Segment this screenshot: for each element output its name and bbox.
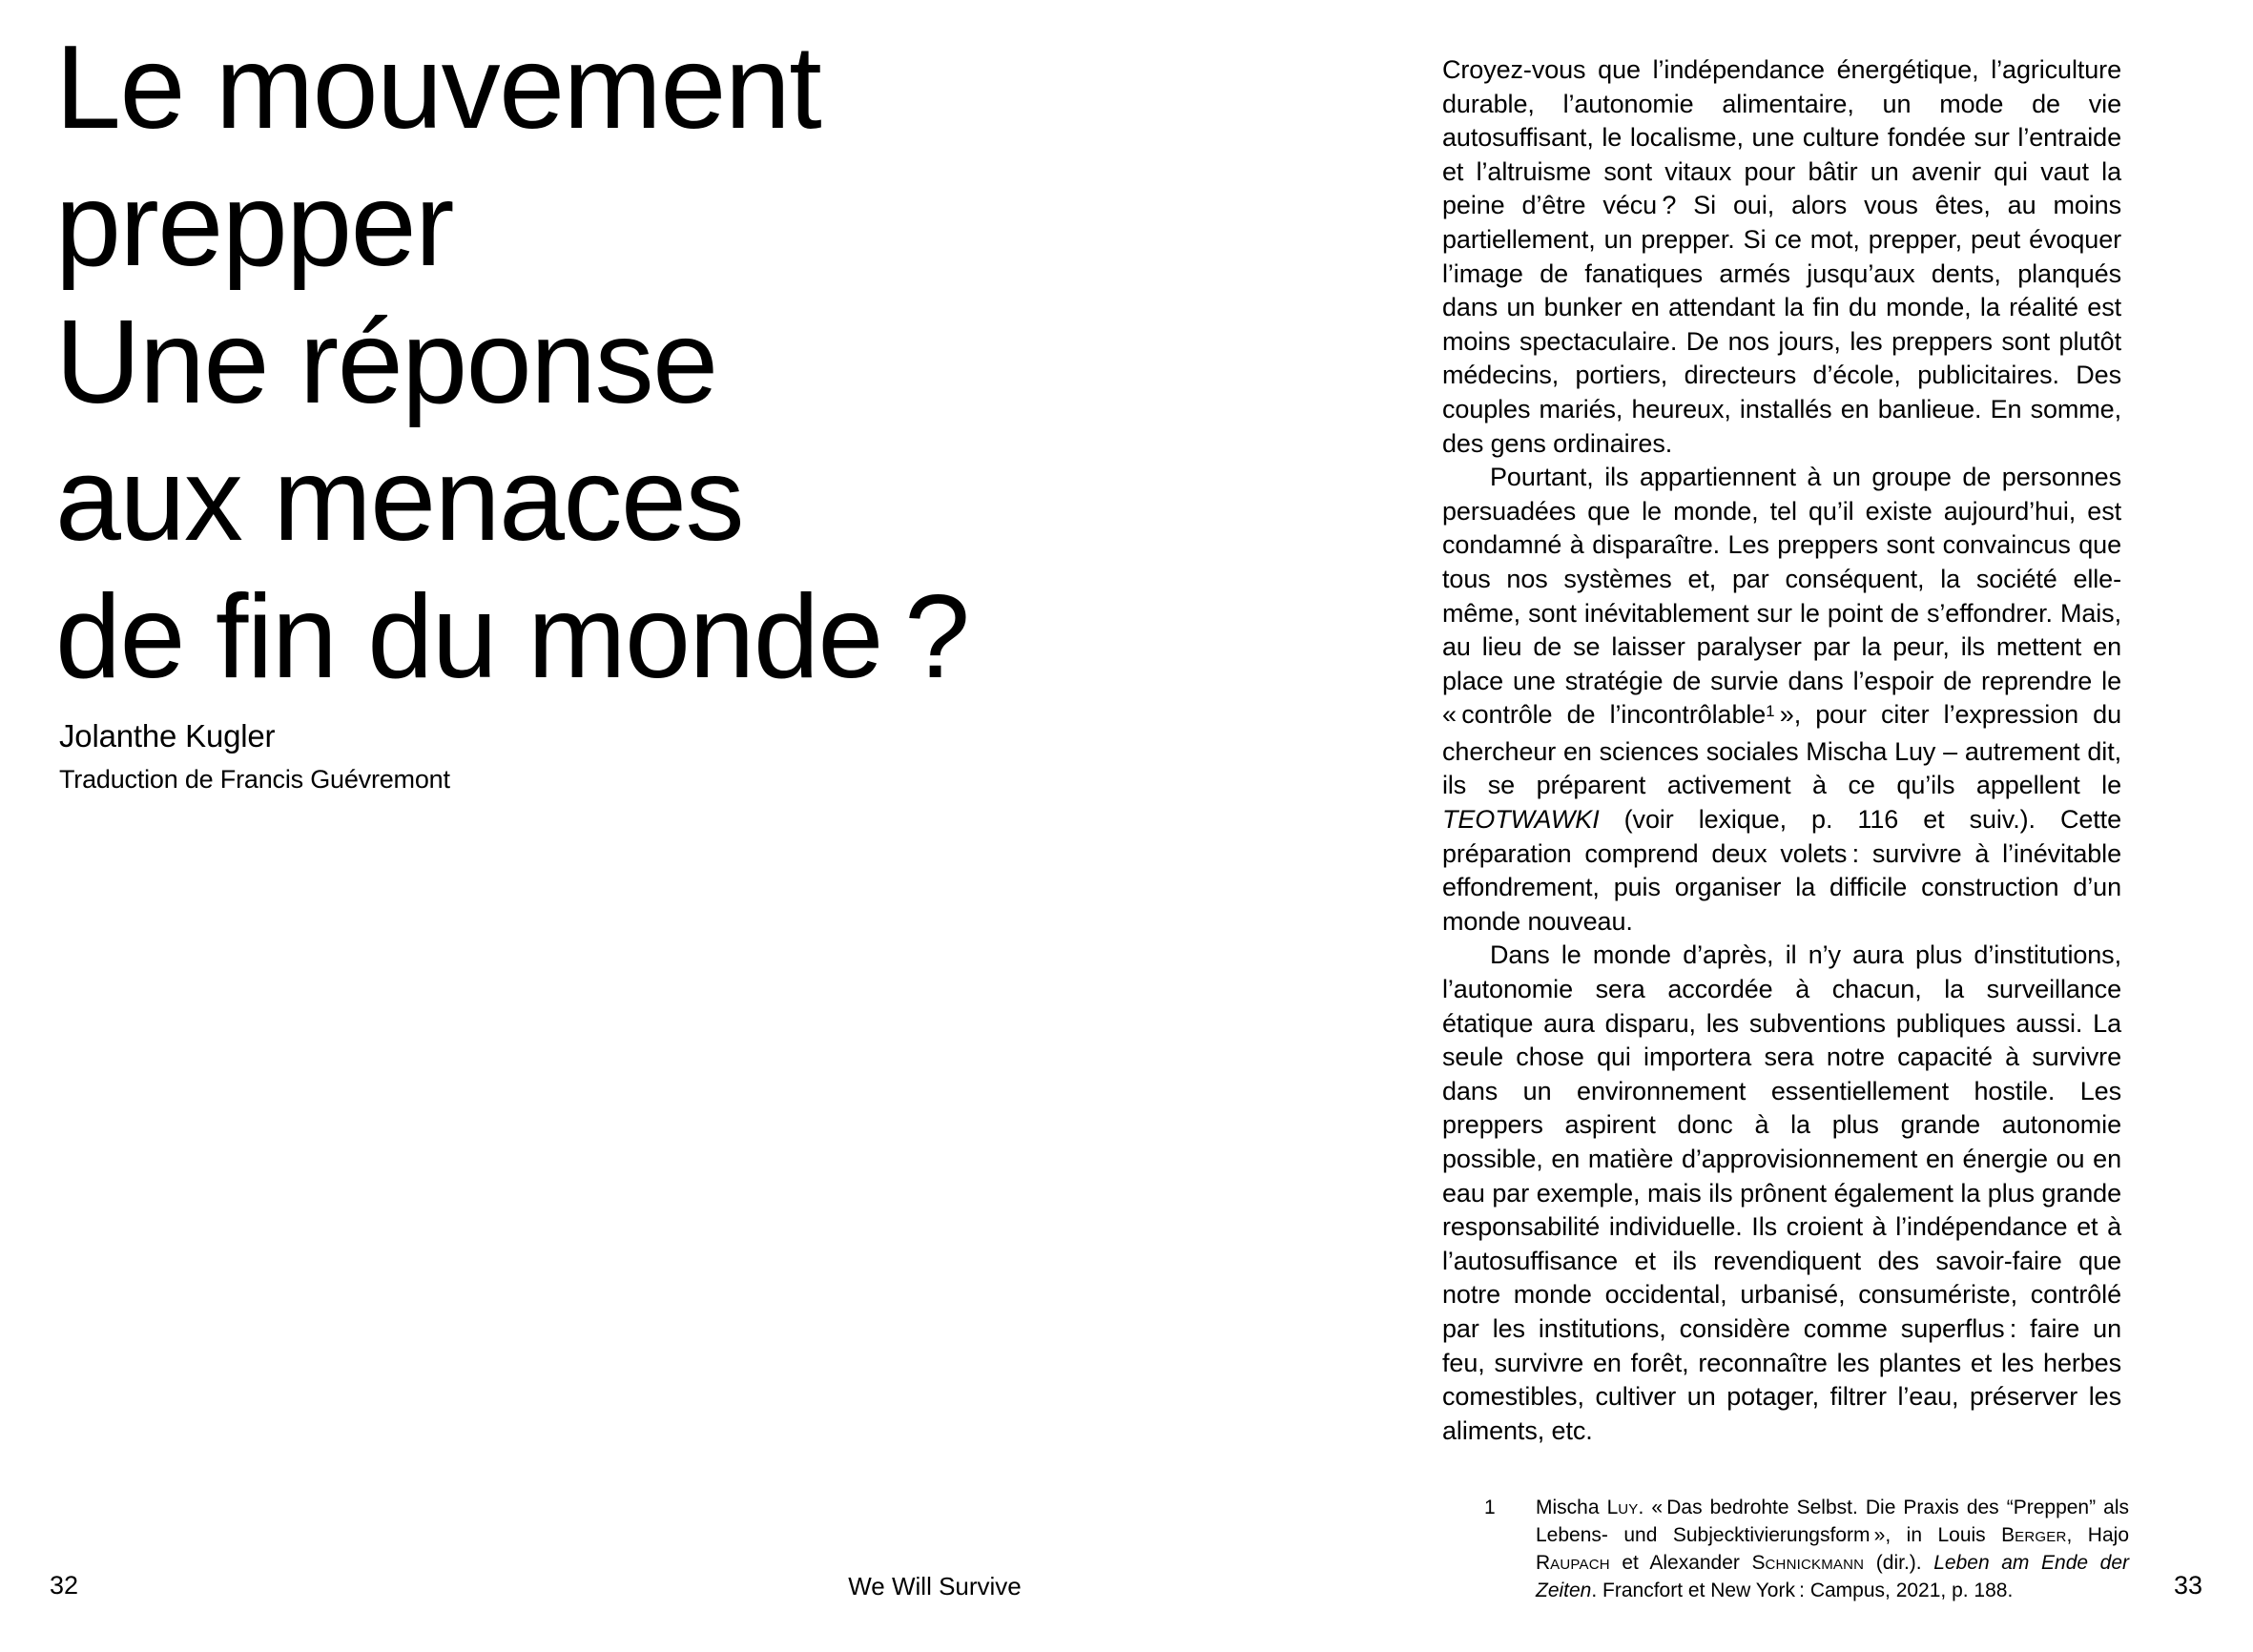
footnote-book-title: Leben am Ende der Zeiten [1536, 1552, 2129, 1601]
footnote-text: (dir.). [1864, 1552, 1934, 1574]
italic-term: TEOTWAWKI [1442, 805, 1600, 835]
footnote-text: . « Das bedrohte Selbst. Die Praxis des “Preppen” als Lebens- und Subjecktivierungsform », in Louis B [1536, 1497, 2130, 1546]
footnote-text: et Alexander S [1609, 1552, 1766, 1574]
title-line: de fin du monde ? [55, 571, 969, 703]
paragraph: Dans le monde d’après, il n’y aura plus d’institutions, l’autonomie sera accordée à chacun, la surveillance étatique aura disparu, les subventions publiques aussi. La seule chose qui importera sera notre capacité à survivre dans un environnement essentiellement hostile. Les preppers aspirent donc à la plus grande autonomie possible, en matière d’approvisionnement en énergie ou en eau par exemple, mais ils prônent également la plus grande responsabilité individuelle. Ils croient à l’indépendance et à l’autosuffisance et ils revendiquent des savoir-faire que notre monde occidental, urbanisé, consumériste, contrôlé par les institutions, considère comme superflus : faire un feu, survivre en forêt, reconnaître les plantes et les herbes comestibles, cultiver un potager, filtrer l’eau, préserver les aliments, etc. [1442, 940, 2121, 1445]
page-number-right: 33 [2174, 1571, 2203, 1600]
footnote-smallcaps-name: aupach [1550, 1552, 1610, 1574]
running-title: We Will Survive [848, 1572, 1022, 1600]
footnote-text: , Hajo R [1536, 1524, 2129, 1574]
title-line: prepper [55, 159, 453, 291]
translation-credit: Traduction de Francis Guévremont [59, 765, 450, 794]
footnote [1484, 1494, 2129, 1604]
article-body [1442, 53, 2121, 1448]
footnote-smallcaps-name: chnickmann [1765, 1552, 1865, 1574]
footnote-number: 1 [1484, 1497, 1496, 1518]
paragraph-text: », pour citer l’expression du chercheur en sciences sociales Mischa Luy – autrement dit, ils se préparent activement à ce qu’ils appellent le [1442, 700, 2122, 800]
footnote-smallcaps-name: uy [1618, 1497, 1639, 1518]
paragraph-text: (voir lexique, p. 116 et suiv.). Cette préparation comprend deux volets : survivre à l’inévitable effondrement, puis organiser la difficile construction d’un monde nouveau. [1442, 805, 2121, 936]
article-title [55, 19, 969, 706]
paragraph-text: Pourtant, ils appartiennent à un groupe de personnes persuadées que le monde, tel qu’il existe aujourd’hui, est condamné à disparaître. Les preppers sont convaincus que tous nos systèmes et, par conséquent, la société elle-même, sont inévitablement sur le point de s’effondrer. Mais, au lieu de se laisser paralyser par la peur, ils mettent en place une stratégie de survie dans l’espoir de reprendre le « contrôle de l’incontrôlable [1442, 463, 2121, 730]
title-line: Le mouvement [55, 22, 821, 154]
paragraph [1442, 461, 2121, 939]
right-page [1126, 0, 2253, 1652]
title-line: Une réponse [55, 297, 717, 428]
page-number-left: 32 [50, 1571, 79, 1600]
footnote-text: . Francfort et New York : Campus, 2021, p. 188. [1591, 1580, 2014, 1601]
left-page [0, 0, 1126, 1652]
footnote-reference: 1 [1766, 701, 1775, 720]
paragraph: Croyez-vous que l’indépendance énergétique, l’agriculture durable, l’autonomie alimentaire, un mode de vie autosuffisant, le localisme, une culture fondée sur l’entraide et l’altruisme sont vitaux pour bâtir un avenir qui vaut la peine d’être vécu ? Si oui, alors vous êtes, au moins partiellement, un prepper. Si ce mot, prepper, peut évoquer l’image de fanatiques armés jusqu’aux dents, planqués dans un bunker en attendant la fin du monde, la réalité est moins spectaculaire. De nos jours, les preppers sont plutôt médecins, portiers, directeurs d’école, publicitaires. Des couples mariés, heureux, installés en banlieue. En somme, des gens ordinaires. [1442, 55, 2121, 458]
title-line: aux menaces [55, 434, 744, 566]
author-name: Jolanthe Kugler [59, 718, 276, 754]
footnote-smallcaps-name: erger [2015, 1524, 2067, 1546]
footnote-text: Mischa L [1536, 1497, 1619, 1518]
